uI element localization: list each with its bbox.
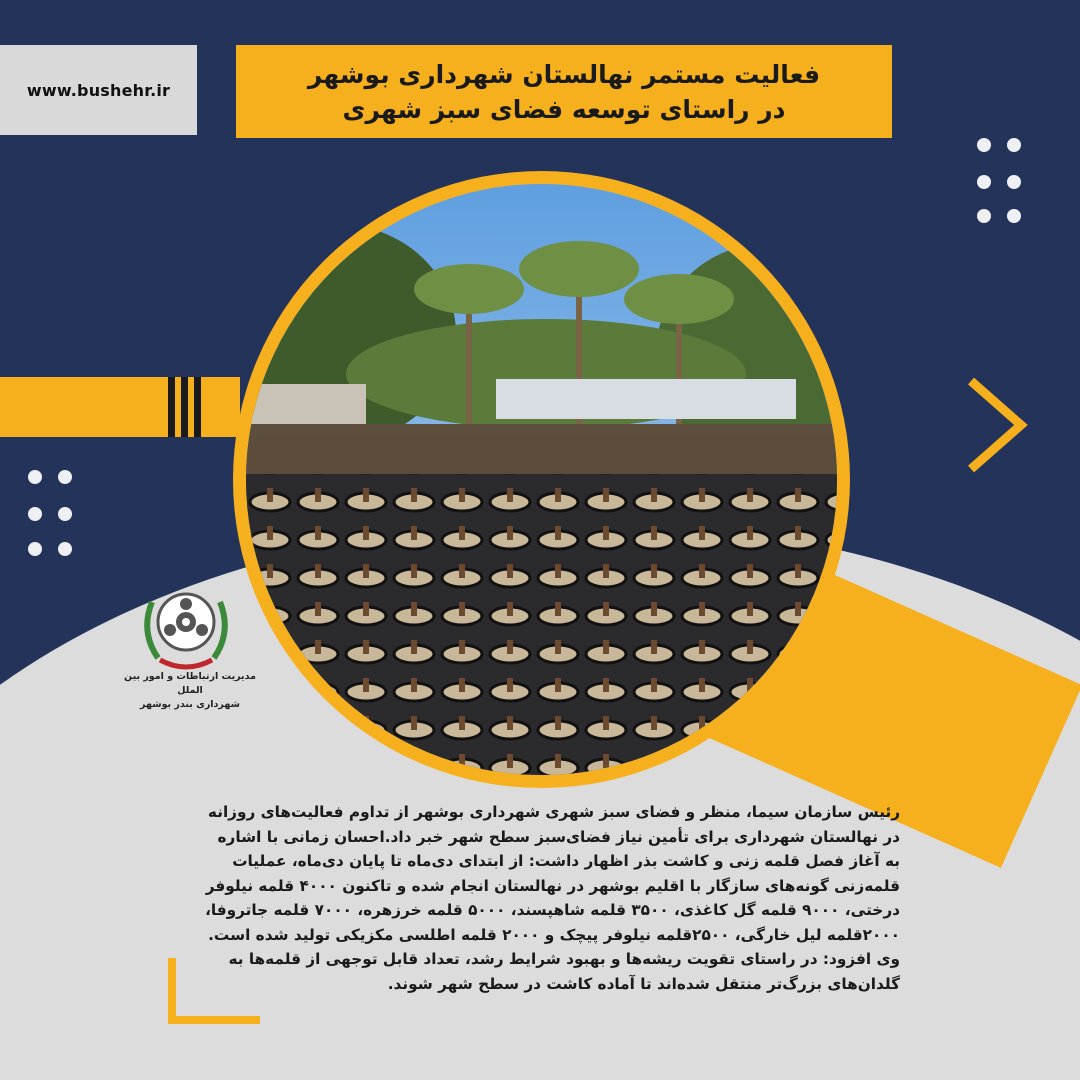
dot: [1007, 138, 1021, 152]
handle-stripe: [181, 377, 188, 437]
handle-stripe: [194, 377, 201, 437]
body-line: قلمه‌زنی گونه‌های سازگار با اقلیم بوشهر در نهالستان انجام شده و تاکنون ۴۰۰۰ قلمه نیلوفر: [205, 876, 900, 895]
nursery-photo: [246, 184, 837, 775]
body-line: به آغاز فصل قلمه زنی و کاشت بذر اظهار داشت: از ابتدای دی‌ماه تا پایان دی‌ماه، عملیات: [232, 852, 900, 870]
dot: [1007, 175, 1021, 189]
body-line: ۲۰۰۰قلمه لیل خارگی، ۲۵۰۰قلمه نیلوفر پیچک و ۲۰۰۰ قلمه اطلسی مکزیکی تولید شده است.: [208, 925, 900, 944]
website-url[interactable]: www.bushehr.ir: [26, 80, 171, 100]
title-banner: [236, 45, 892, 138]
dot: [977, 175, 991, 189]
dot: [1007, 209, 1021, 223]
dot: [977, 138, 991, 152]
title-line-1: فعالیت مستمر نهالستان شهرداری بوشهر: [307, 59, 821, 89]
dot: [58, 542, 72, 556]
magnifier-ring: [233, 171, 850, 788]
nursery-photo-illustration: [246, 184, 837, 775]
dot: [58, 507, 72, 521]
dot: [58, 470, 72, 484]
website-box: [0, 45, 197, 135]
handle-stripe: [168, 377, 175, 437]
dot: [28, 507, 42, 521]
dot: [977, 209, 991, 223]
body-line: درختی، ۹۰۰۰ قلمه گل کاغذی، ۳۵۰۰ قلمه شاهپسند، ۵۰۰۰ قلمه خرزهره، ۷۰۰۰ قلمه جاتروفا،: [205, 901, 900, 919]
body-line: گلدان‌های بزرگ‌تر منتقل شده‌اند تا آماده کاشت در سطح شهر شوند.: [387, 974, 900, 993]
magnifier-handle: [0, 377, 240, 437]
logo-caption-line-1: مدیریت ارتباطات و امور بین الملل: [124, 671, 256, 696]
dot: [28, 542, 42, 556]
logo-caption-line-2: شهرداری بندر بوشهر: [140, 699, 240, 710]
municipality-logo-icon: [138, 582, 234, 670]
logo-caption: [110, 670, 270, 712]
title-line-2: در راستای توسعه فضای سبز شهری: [342, 94, 786, 124]
body-line: وی افزود: در راستای تقویت ریشه‌ها و بهبود شرایط رشد، تعداد قابل توجهی از قلمه‌ها به: [228, 950, 900, 968]
dot: [28, 470, 42, 484]
body-line: در نهالستان شهرداری برای تأمین نیاز فضای‌سبز سطح شهر خبر داد.احسان زمانی با اشاره: [217, 827, 900, 846]
chevron-right-icon: [965, 375, 1035, 475]
body-line: رئیس سازمان سیما، منظر و فضای سبز شهری شهرداری بوشهر از تداوم فعالیت‌های روزانه: [207, 803, 900, 821]
news-body: [180, 800, 900, 996]
